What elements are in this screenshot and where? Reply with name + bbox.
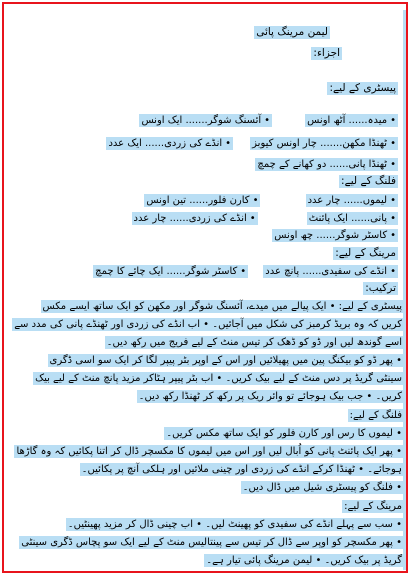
list-item: • لیموں...... چار عدد — [306, 194, 398, 207]
method-text: • پھر ڈو کو بیکنگ پین میں پھیلائیں اور اس کے اوپر بٹر پیپر لگا کر ایک سو اسی ڈگری — [49, 355, 402, 366]
method-text: فلنگ کے لیے: — [349, 410, 402, 421]
filling-heading-line — [339, 169, 398, 188]
method-line — [66, 512, 404, 531]
document-frame — [2, 2, 408, 573]
ingredients-label-line — [311, 41, 342, 60]
method-line — [41, 294, 404, 313]
list-item: • پانی...... ایک پائنٹ — [307, 212, 398, 225]
method-text: پیسٹری کے لیے: • ایک پیالے میں میدے، آئسنگ شوگر اور مکھن کو ایک ساتھ ایسے مکس — [42, 301, 402, 312]
list-item: • میدہ...... آٹھ اونس — [305, 114, 398, 127]
method-line — [241, 475, 404, 494]
method-line — [12, 312, 404, 331]
meringue-heading: مرینگ کے لیے: — [335, 247, 396, 259]
method-line — [80, 457, 404, 476]
method-text: • لیموں کا رس اور کارن فلور کو ایک ساتھ مکس کریں۔ — [166, 428, 402, 439]
method-line — [164, 421, 404, 440]
method-text: • پھر ایک پائنٹ پانی کو اُبال لیں اور اس میں لیموں کا مکسچر ڈال کر اتنا پکائیں کہ وہ گاڑھا — [16, 446, 402, 457]
list-item: • ٹھنڈا پانی...... دو کھانے کے چمچ — [255, 158, 398, 171]
document-title: لیمن مرینگ پائی — [256, 26, 328, 38]
method-text: اسے گوندھ لیں اور ڈو کو ڈھک کر تیس منٹ کے لیے فریج میں رکھ دیں۔ — [106, 337, 402, 348]
pastry-heading: پیسٹری کے لیے: — [329, 82, 396, 94]
list-item: • ٹھنڈا مکھن....... چار اونس کیوبز — [250, 137, 398, 150]
list-item: • انڈے کی زردی...... ایک عدد — [106, 137, 233, 150]
ingredients-label: اجزاء: — [313, 47, 340, 59]
pastry-heading-line — [327, 76, 398, 95]
method-text: گریڈ پر بیک کریں۔ • لیمن مرینگ پائی تیار ہے۔ — [206, 555, 402, 566]
list-item: • کاسٹر شوگر...... چھ اونس — [272, 229, 398, 242]
title-line — [254, 20, 330, 39]
method-text: • فلنگ کو پیسٹری شیل میں ڈال دیں۔ — [242, 482, 402, 493]
method-text: ہوجائے۔ • ٹھنڈا کرکے انڈے کی زردی اور چینی ملائیں اور ہلکی آنچ پر پکائیں۔ — [81, 464, 402, 475]
method-line — [105, 330, 404, 349]
method-line — [14, 439, 404, 458]
filling-row-3 — [272, 223, 398, 242]
list-item: • آئسنگ شوگر....... ایک اونس — [139, 114, 272, 127]
method-line — [348, 403, 404, 422]
method-line — [19, 530, 404, 549]
meringue-row-1 — [93, 259, 398, 278]
list-item: • کارن فلور...... تین اونس — [144, 194, 260, 207]
method-text: سینٹی گریڈ پر دس منٹ کے لیے بیک کریں۔ • اب بٹر پیپر ہٹاکر مزید پانچ منٹ کے لیے بیک — [35, 373, 402, 384]
list-item: • انڈے کی سفیدی...... پانچ عدد — [263, 265, 398, 278]
method-text: کریں کہ وہ بریڈ کرمبز کی شکل میں آجائیں۔ • اب انڈے کی زردی اور ٹھنڈے پانی کی مدد سے — [14, 319, 402, 330]
method-text: مرینگ کے لیے: — [344, 501, 402, 512]
method-line — [33, 366, 404, 385]
pastry-row-1 — [139, 108, 398, 127]
list-item: • کاسٹر شوگر...... ایک چائے کا چمچ — [93, 265, 248, 278]
method-text: • سب سے پہلے انڈے کی سفیدی کو پھینٹ لیں۔ • اب چینی ڈال کر مزید پھینٹیں۔ — [67, 519, 402, 530]
method-text: • پھر مکسچر کو اوپر سے ڈال کر تیس سے پینتالیس منٹ کے لیے ایک سو پچاس ڈگری سینٹی — [21, 537, 402, 548]
method-label-line — [363, 276, 398, 295]
method-label: ترکیب: — [365, 282, 396, 294]
method-line — [342, 494, 404, 513]
method-line — [137, 384, 404, 403]
method-text: کریں۔ • جب بیک ہوجائے تو وائر ریک پر رکھ کر ٹھنڈا رکھ دیں۔ — [138, 391, 402, 402]
document-body — [10, 10, 406, 570]
list-item: • انڈے کی زردی...... چار عدد — [132, 212, 258, 225]
pastry-row-2 — [106, 131, 398, 150]
meringue-heading-line — [333, 241, 398, 260]
filling-row-1 — [144, 188, 398, 207]
filling-heading: فلنگ کے لیے: — [341, 175, 396, 187]
method-line — [204, 548, 404, 567]
method-line — [48, 348, 405, 367]
